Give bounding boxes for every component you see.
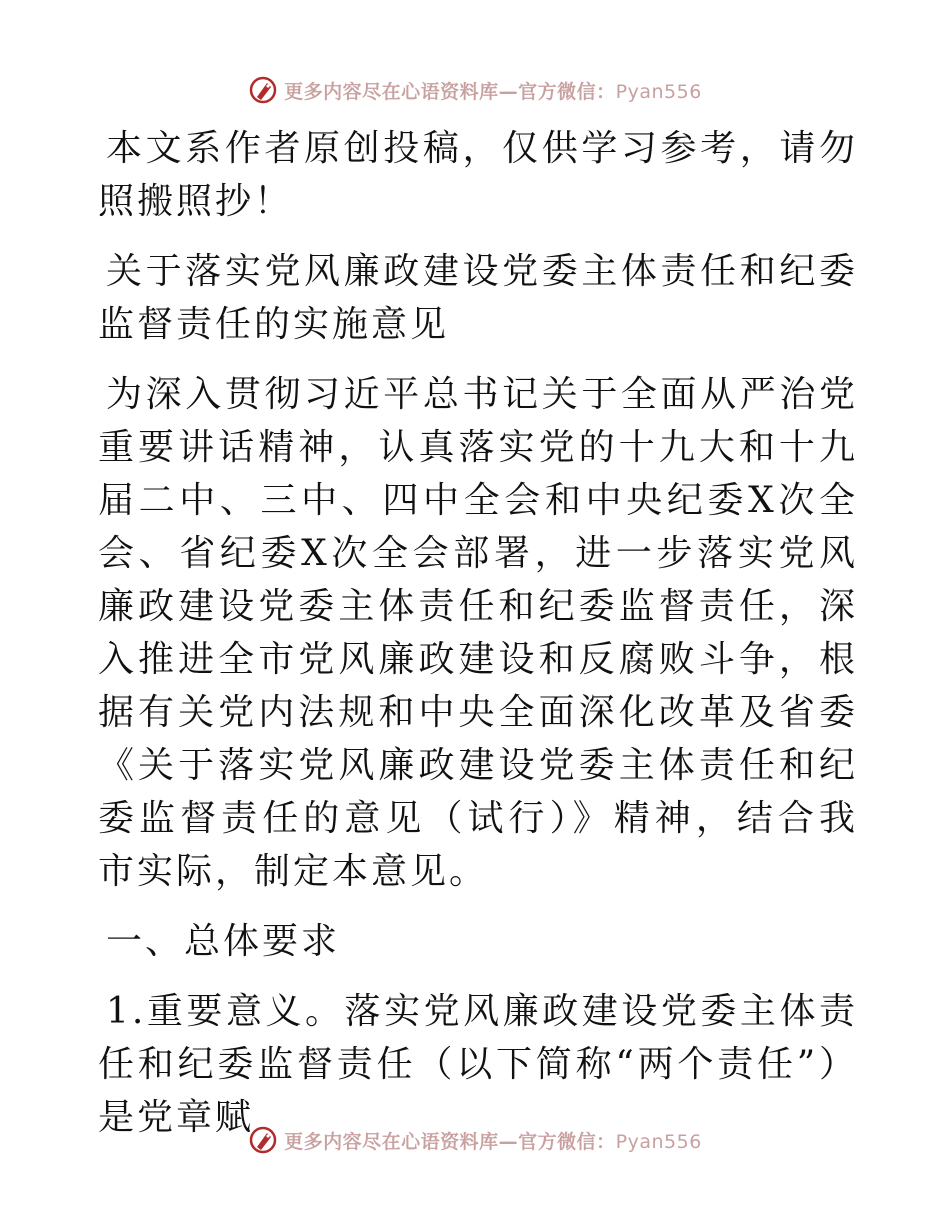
- watermark-wechat-id: Pyan556: [615, 1130, 702, 1153]
- watermark-wechat-id: Pyan556: [615, 80, 702, 103]
- section-heading: 一、总体要求: [106, 921, 341, 962]
- document-title: 关于落实党风廉政建设党委主体责任和纪委监督责任的实施意见: [98, 251, 858, 345]
- watermark-text: 更多内容尽在心语资料库—官方微信：Pyan556: [284, 80, 702, 103]
- document-body: [98, 122, 858, 1161]
- watermark-text: 更多内容尽在心语资料库—官方微信：Pyan556: [284, 1130, 702, 1153]
- header-watermark: [0, 70, 950, 110]
- body-paragraph: 1.重要意义。落实党风廉政建设党委主体责任和纪委监督责任（以下简称“两个责任”）是党章赋: [98, 991, 858, 1138]
- footer-watermark: [0, 1120, 950, 1160]
- disclaimer-paragraph: 本文系作者原创投稿，仅供学习参考，请勿照搬照抄！: [98, 128, 858, 222]
- intro-paragraph: 为深入贯彻习近平总书记关于全面从严治党重要讲话精神，认真落实党的十九大和十九届二中、三中、四中全会和中央纪委X次全会、省纪委X次全会部署，进一步落实党风廉政建设党委主体责任和纪委监督责任，深入推进全市党风廉政建设和反腐败斗争，根据有关党内法规和中央全面深化改革及省委《关于落实党风廉政建设党委主体责任和纪委监督责任的意见（试行）》精神，结合我市实际，制定本意见。: [98, 374, 858, 892]
- pen-nib-logo-icon: [248, 1125, 278, 1155]
- pen-nib-logo-icon: [248, 75, 278, 105]
